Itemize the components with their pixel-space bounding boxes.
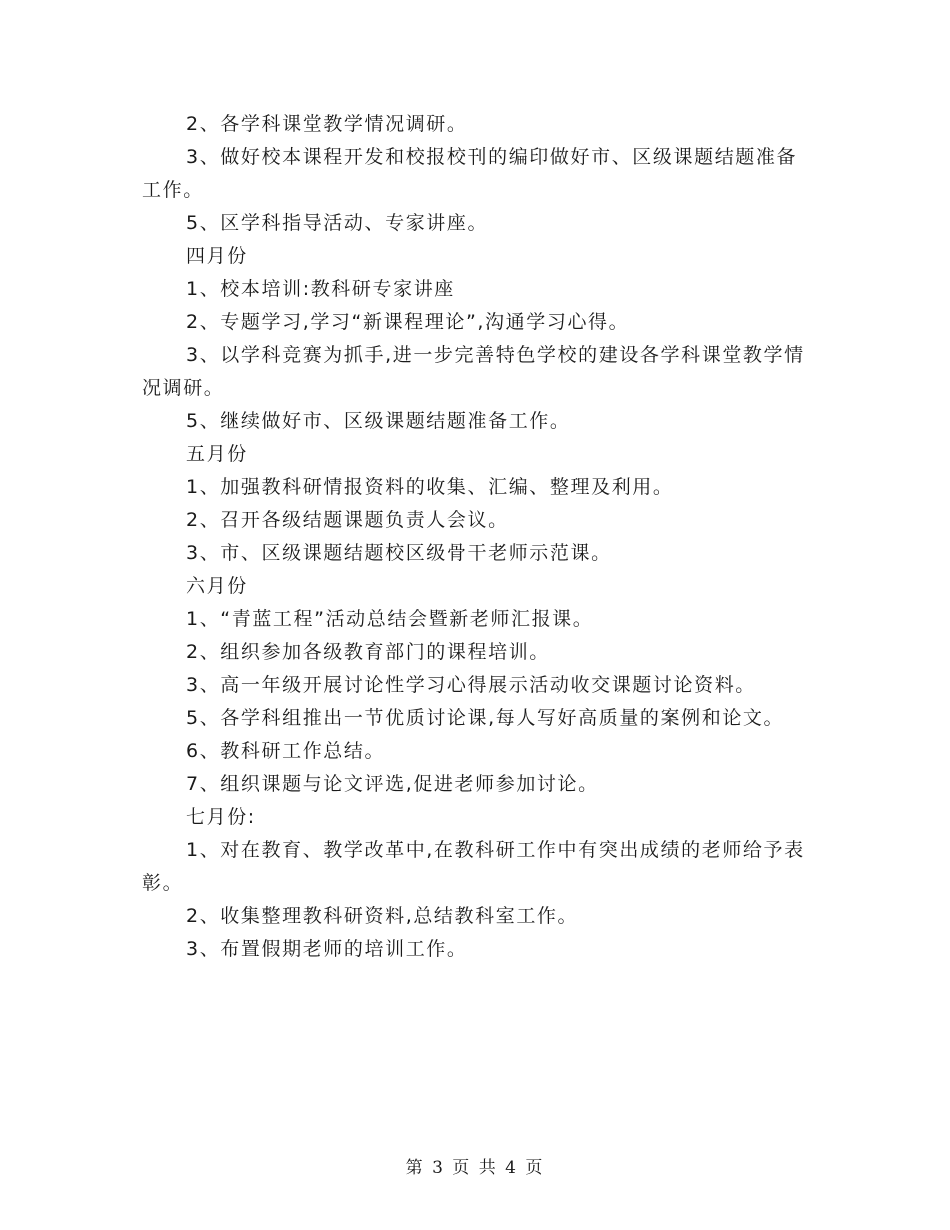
paragraph: 3、布置假期老师的培训工作。	[186, 938, 468, 960]
section-heading-july: 七月份:	[186, 806, 256, 828]
paragraph: 5、各学科组推出一节优质讨论课,每人写好高质量的案例和论文。	[186, 707, 785, 729]
paragraph: 1、“青蓝工程”活动总结会暨新老师汇报课。	[186, 608, 594, 630]
paragraph: 3、市、区级课题结题校区级骨干老师示范课。	[186, 542, 612, 564]
paragraph: 3、以学科竞赛为抓手,进一步完善特色学校的建设各学科课堂教学情况调研。	[142, 344, 805, 399]
paragraph: 1、加强教科研情报资料的收集、汇编、整理及利用。	[186, 476, 674, 498]
paragraph: 1、校本培训:教科研专家讲座	[186, 278, 455, 300]
page-number-label: 第 3 页 共 4 页	[405, 1158, 545, 1178]
paragraph: 6、教科研工作总结。	[186, 740, 386, 762]
section-heading-may: 五月份	[186, 443, 248, 465]
paragraph: 2、收集整理教科研资料,总结教科室工作。	[186, 905, 579, 927]
paragraph: 5、区学科指导活动、专家讲座。	[186, 212, 489, 234]
paragraph: 7、组织课题与论文评选,促进老师参加讨论。	[186, 773, 599, 795]
paragraph: 2、组织参加各级教育部门的课程培训。	[186, 641, 550, 663]
paragraph: 3、做好校本课程开发和校报校刊的编印做好市、区级课题结题准备工作。	[142, 146, 798, 201]
section-heading-june: 六月份	[186, 575, 248, 597]
document-body	[142, 108, 812, 966]
paragraph: 5、继续做好市、区级课题结题准备工作。	[186, 410, 571, 432]
page-footer	[0, 1153, 950, 1178]
paragraph: 2、专题学习,学习“新课程理论”,沟通学习心得。	[186, 311, 630, 333]
paragraph: 2、召开各级结题课题负责人会议。	[186, 509, 509, 531]
section-heading-april: 四月份	[186, 245, 248, 267]
paragraph: 3、高一年级开展讨论性学习心得展示活动收交课题讨论资料。	[186, 674, 756, 696]
paragraph: 1、对在教育、教学改革中,在教科研工作中有突出成绩的老师给予表彰。	[142, 839, 805, 894]
paragraph: 2、各学科课堂教学情况调研。	[186, 113, 468, 135]
